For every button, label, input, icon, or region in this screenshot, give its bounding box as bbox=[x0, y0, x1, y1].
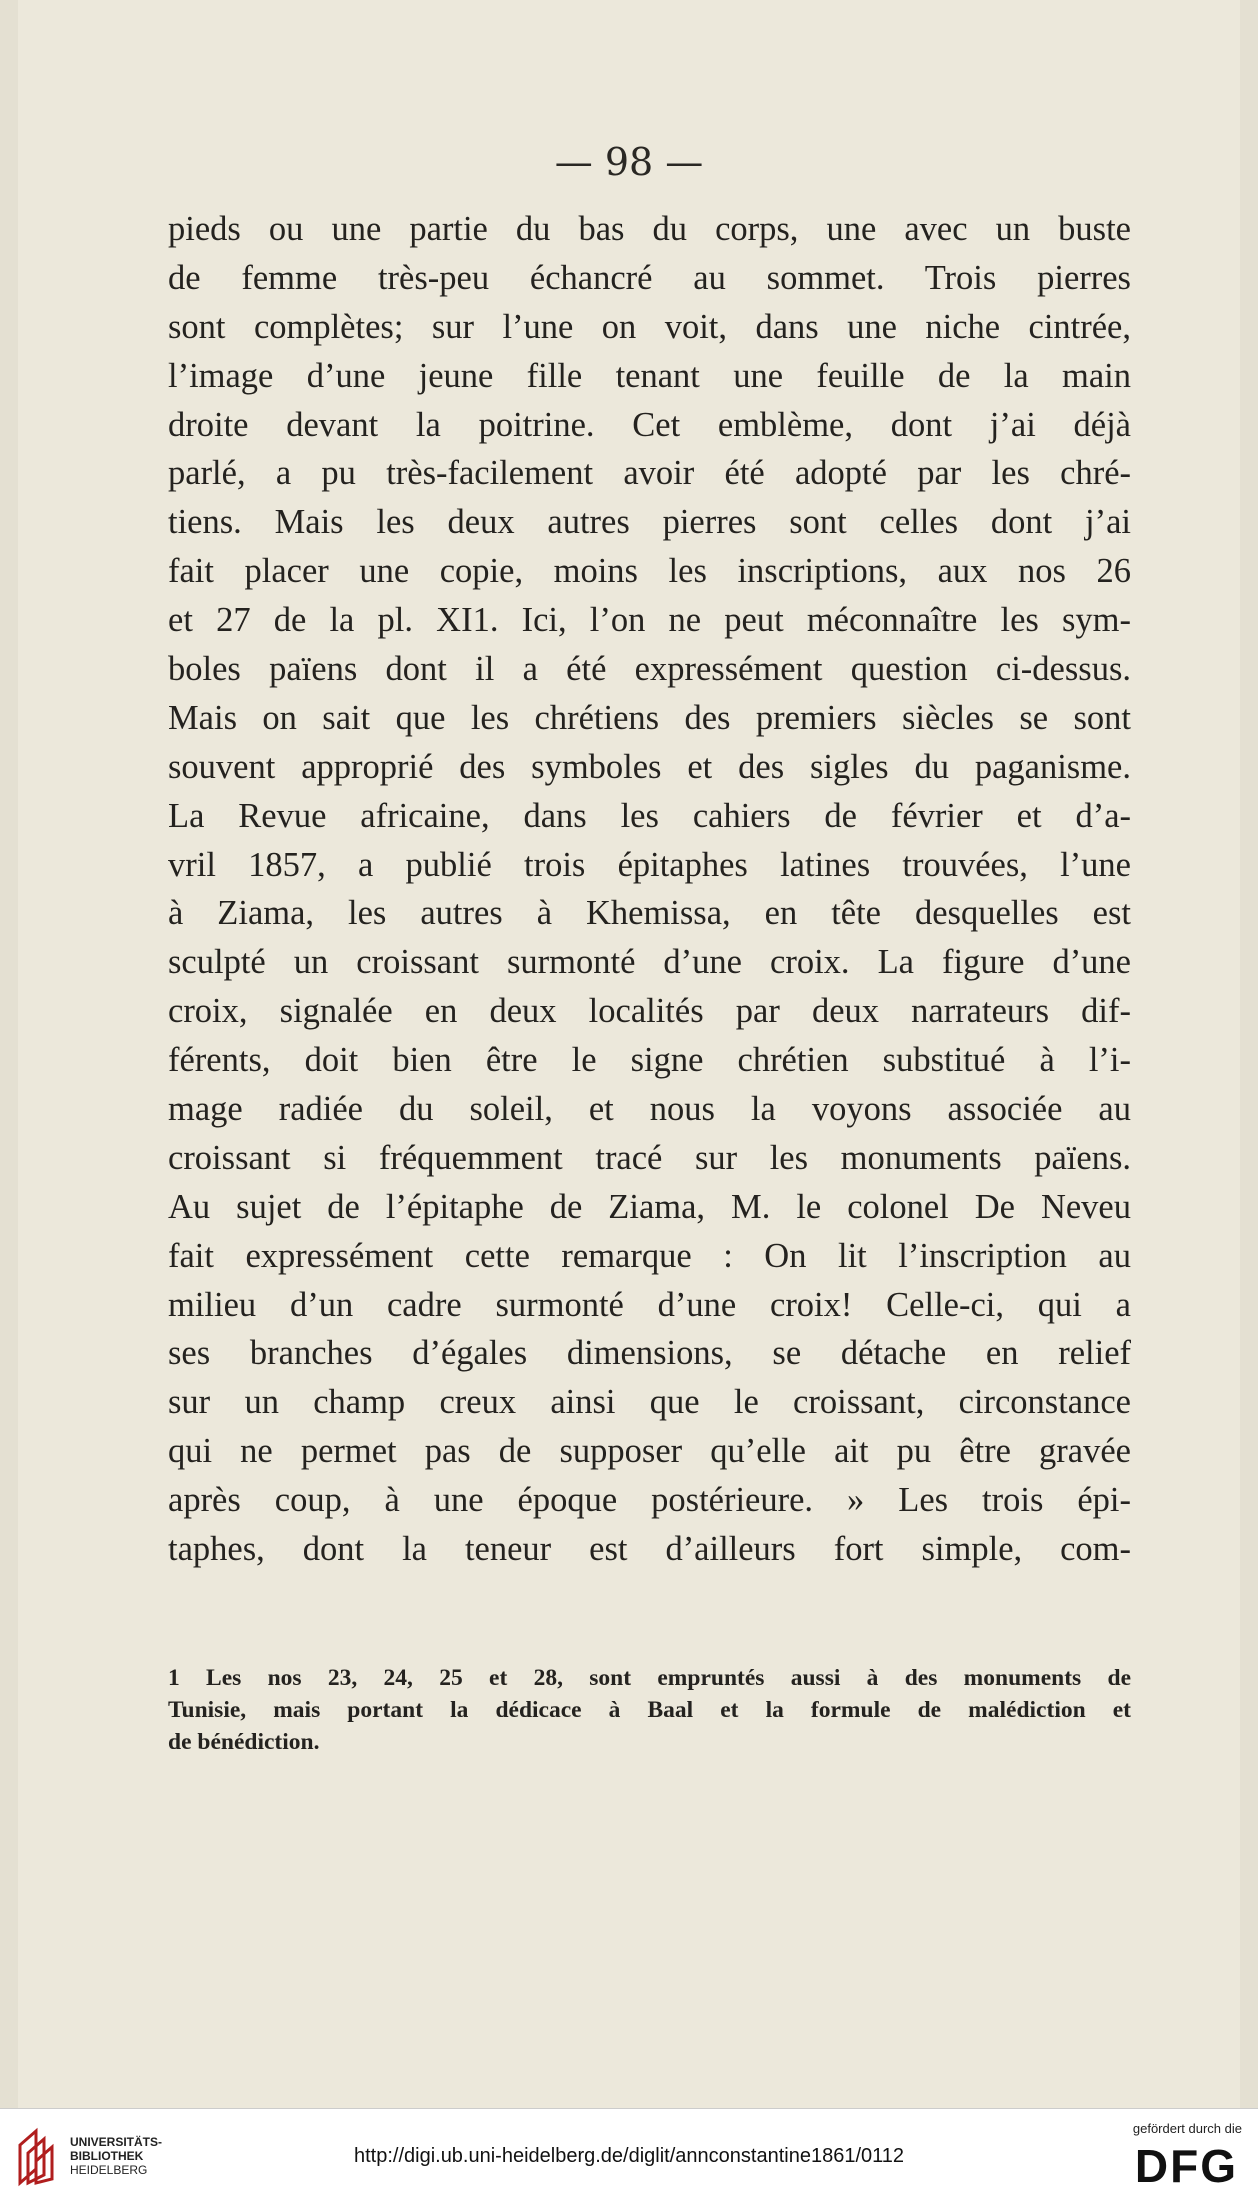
text-line: à Ziama, les autres à Khemissa, en tête desquelles est bbox=[168, 894, 1131, 933]
text-line: sont complètes; sur l’une on voit, dans une niche cintrée, bbox=[168, 307, 1131, 346]
text-line: souvent approprié des symboles et des sigles du paganisme. bbox=[168, 747, 1131, 786]
viewer-footer bbox=[0, 2108, 1258, 2202]
text-line: sur un champ creux ainsi que le croissant, circonstance bbox=[168, 1383, 1131, 1422]
text-line: ses branches d’égales dimensions, se détache en relief bbox=[168, 1334, 1131, 1373]
funding-caption: gefördert durch die bbox=[1132, 2121, 1242, 2136]
institution-line: HEIDELBERG bbox=[70, 2163, 148, 2177]
text-line: croix, signalée en deux localités par deux narrateurs dif- bbox=[168, 992, 1131, 1031]
footnote-line: 1 Les nos 23, 24, 25 et 28, sont empruntés aussi à des monuments de bbox=[168, 1665, 1131, 1691]
text-line: férents, doit bien être le signe chrétien substitué à l’i- bbox=[168, 1041, 1131, 1080]
text-line: vril 1857, a publié trois épitaphes latines trouvées, l’une bbox=[168, 845, 1131, 884]
institution-line: BIBLIOTHEK bbox=[70, 2149, 144, 2163]
text-line: l’image d’une jeune fille tenant une feuille de la main bbox=[168, 356, 1131, 395]
text-line: et 27 de la pl. XI1. Ici, l’on ne peut méconnaître les sym- bbox=[168, 601, 1131, 640]
text-line: boles païens dont il a été expressément question ci-dessus. bbox=[168, 650, 1131, 689]
text-line: de femme très-peu échancré au sommet. Trois pierres bbox=[168, 258, 1131, 297]
dfg-logo: DFG bbox=[1134, 2140, 1238, 2192]
text-line: milieu d’un cadre surmonté d’une croix! Celle-ci, qui a bbox=[168, 1285, 1131, 1324]
text-line: Mais on sait que les chrétiens des premiers siècles se sont bbox=[168, 698, 1131, 737]
text-line: droite devant la poitrine. Cet emblème, dont j’ai déjà bbox=[168, 405, 1131, 444]
body-text bbox=[168, 205, 1131, 1574]
footnote-line: de bénédiction. bbox=[168, 1729, 320, 1755]
text-line: sculpté un croissant surmonté d’une croix. La figure d’une bbox=[168, 943, 1131, 982]
footnote bbox=[168, 1662, 1131, 1758]
permalink-url[interactable]: http://digi.ub.uni-heidelberg.de/diglit/annconstantine1861/0112 bbox=[353, 2145, 905, 2167]
text-line: qui ne permet pas de supposer qu’elle ait pu être gravée bbox=[168, 1432, 1131, 1471]
text-line: taphes, dont la teneur est d’ailleurs fort simple, com- bbox=[168, 1530, 1131, 1569]
text-line: La Revue africaine, dans les cahiers de février et d’a- bbox=[168, 796, 1131, 835]
text-line: pieds ou une partie du bas du corps, une avec un buste bbox=[168, 210, 1131, 248]
text-line: fait expressément cette remarque : On lit l’inscription au bbox=[168, 1236, 1131, 1275]
footnote-line: Tunisie, mais portant la dédicace à Baal et la formule de malédiction et bbox=[168, 1697, 1131, 1723]
text-line: tiens. Mais les deux autres pierres sont celles dont j’ai bbox=[168, 503, 1131, 542]
page-number: — 98 — bbox=[554, 140, 704, 184]
institution-line: UNIVERSITÄTS- bbox=[70, 2135, 163, 2149]
text-line: mage radiée du soleil, et nous la voyons associée au bbox=[168, 1090, 1131, 1129]
text-line: parlé, a pu très-facilement avoir été adopté par les chré- bbox=[168, 454, 1131, 493]
text-line: Au sujet de l’épitaphe de Ziama, M. le colonel De Neveu bbox=[168, 1187, 1131, 1226]
text-line: fait placer une copie, moins les inscriptions, aux nos 26 bbox=[168, 552, 1131, 591]
text-line: après coup, à une époque postérieure. » Les trois épi- bbox=[168, 1481, 1131, 1520]
text-line: croissant si fréquemment tracé sur les monuments païens. bbox=[168, 1138, 1131, 1177]
